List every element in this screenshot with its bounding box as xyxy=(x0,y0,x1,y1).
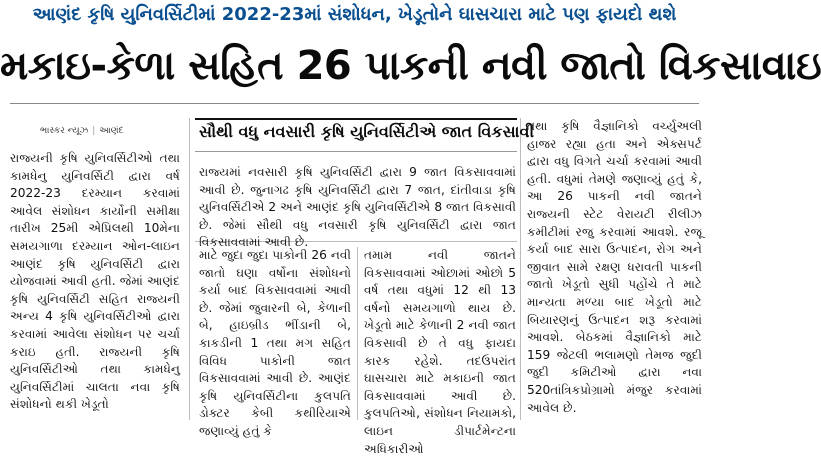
kicker-headline: આણંદ કૃષિ યુનિવર્સિટીમાં 2022-23માં સંશોધન, ખેડૂતોને ઘાસચારા માટે પણ ફાયદો થશે xyxy=(32,4,677,25)
article-column-2: માટે જુદા જુદા પાકોની 26 નવી જાતો ઘણા વર્ષોના સંશોધનો કર્યા બાદ વિકસાવવામાં આવી છે. જેમાં જુવારની બે, કેળાની બે, હાઇબ્રીડ ભીંડાની બે, કાકડીની 1 તથા મગ સહિત વિવિધ પાકોની જાત વિકસાવવામાં આવી છે. આણંદ કૃષિ યુનિવર્સિટીના કુલપતિ ડોક્ટર કેબી કથીરિયાએ જણાવ્યું હતું કે xyxy=(199,248,351,438)
column-divider xyxy=(357,247,358,420)
byline-separator: | xyxy=(92,126,96,136)
article-column-3: તમામ નવી જાતને વિકસાવવામાં ઓછામાં ઓછો 5 વર્ષ તથા વધુમાં 12 થી 13 વર્ષનો સમયગાળો થાય છે. ખેડૂતો માટે કેળાની 2 નવી જાત વિકસાવી છે તે વધુ ફાયદા કારક રહેશે. તદઉપરાંત ઘાસચારા માટે મકાઇની જાત વિકસાવવામાં આવી છે. કુલપતિઓ, સંશોધન નિયામકો, લાઇન ડીપાર્ટમેન્ટના અધિકારીઓ xyxy=(364,248,516,456)
subhead: સૌથી વધુ નવસારી કૃષિ યુનિવર્સિટીએ જાત વિકસાવી xyxy=(199,122,535,141)
main-headline: મકાઇ-કેળા સહિત 26 પાકની નવી જાતો વિકસાવાઇ xyxy=(0,43,821,89)
byline-place: આણંદ xyxy=(99,126,124,136)
column-divider xyxy=(520,118,521,420)
byline xyxy=(40,126,124,136)
headline-divider xyxy=(10,103,699,104)
article-column-4: તથા કૃષિ વૈજ્ઞાનિકો વર્ચ્યુઅલી હાજર રહ્યા હતા અને એક્સપર્ટ દ્વારા વધુ વિગતે ચર્ચા કરવામાં આવી હતી. વધુમાં તેમણે જણાવ્યું હતું કે, આ 26 પાકની નવી જાતને રાજ્યની સ્ટેટ વેરાયટી રીલીઝ કમીટીમાં રજુ કરવામાં આવશે. રજૂ કર્યા બાદ સારા ઉત્પાદન, રોગ અને જીવાત સામે રક્ષણ ધરાવતી પાકની જાતો ખેડૂતો સુધી પહોંચે તે માટે માન્યતા મળ્યા બાદ ખેડૂતો માટે બિયારણનું ઉત્પાદન શરૂ કરવામાં આવશે. બેઠકમાં વૈજ્ઞાનિકો માટે 159 જેટલી ભલામણો તેમજ જુદી જુદી કમિટીઓ દ્વારા નવા 520તાંત્રિકપ્રોગ્રામો મંજુર કરવામાં આવેલ છે. xyxy=(527,119,702,415)
byline-source: ભાસ્કર ન્યૂઝ xyxy=(40,126,89,136)
column-divider xyxy=(189,118,190,420)
article-column-1: રાજ્યની કૃષિ યુનિવર્સિટીઓ તથા કામધેનુ યુનિવર્સિટી દ્વારા વર્ષ 2022-23 દરમ્યાન કરવામાં આવેલ સંશોધન કાર્યોની સમીક્ષા તારીખ 25મી એપ્રિલથી 10મેના સમયગાળા દરમ્યાન ઓન-લાઇન આણંદ કૃષિ યુનિવર્સિટી દ્વારા યોજવામાં આવી હતી. જેમાં આણંદ કૃષિ યુનિવર્સિટી સહિત રાજ્યની અન્ય 4 કૃષિ યુનિવર્સિટીઓ દ્વારા કરવામાં આવેલા સંશોધન પર ચર્ચા કરાઇ હતી. રાજ્યની કૃષિ યુનિવર્સિટીઓ તથા કામધેનુ યુનિવર્સિટીમાં ચાલતા નવા કૃષિ સંશોધનો થકી ખેડૂતો xyxy=(10,151,180,412)
subhead-lead-text: રાજ્યમાં નવસારી કૃષિ યુનિવર્સિટી દ્વારા 9 જાત વિકસાવવામાં આવી છે. જુનાગઢ કૃષિ યુનિવર્સિટી દ્વારા 7 જાત, દાંતીવાડા કૃષિ યુનિવર્સિટીએ 2 અને આણંદ કૃષિ યુનિવર્સિટીએ 8 જાત વિકસાવી છે. જેમાં સૌથી વધુ નવસારી કૃષિ યુનિવર્સિટી દ્વારા જાત વિકસાવવામાં આવી છે. xyxy=(199,165,516,250)
